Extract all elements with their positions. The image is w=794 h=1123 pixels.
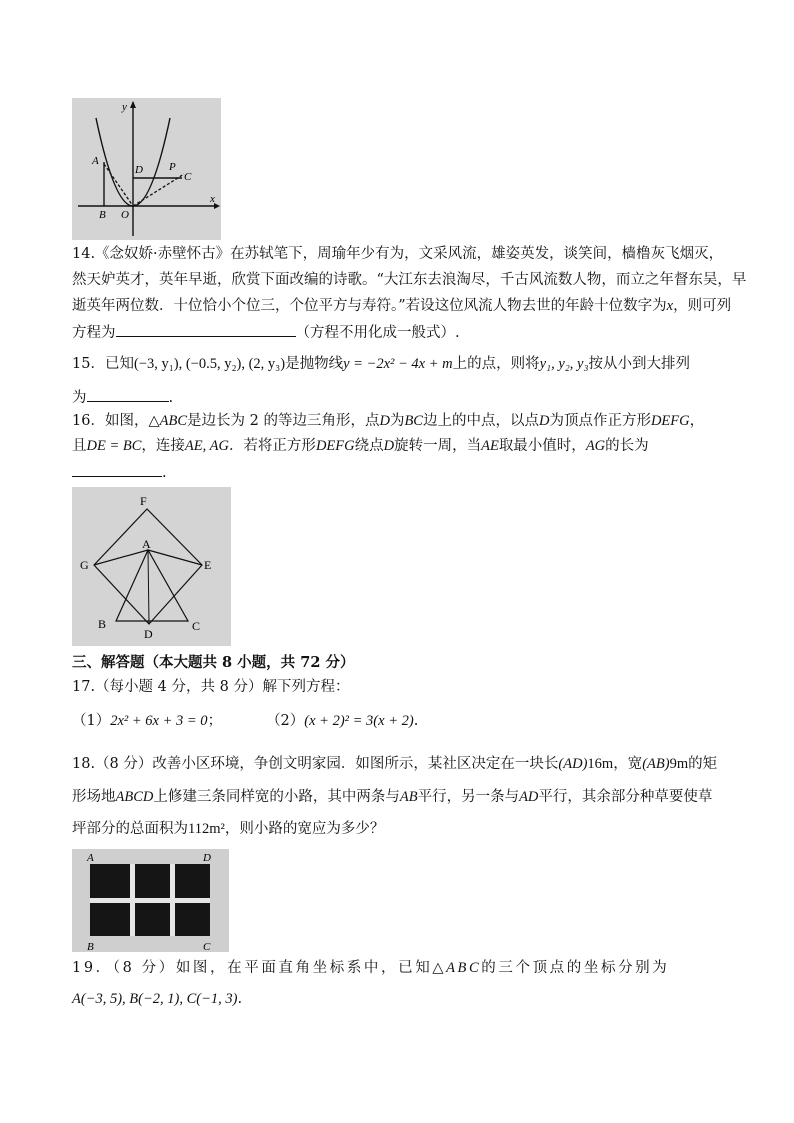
label-B: B: [87, 941, 94, 952]
label-C: C: [192, 619, 201, 633]
label-D: D: [135, 164, 143, 176]
q18-line3: 坪部分的总面积为112m²，则小路的宽应为多少？: [72, 821, 385, 837]
label-D: D: [144, 627, 153, 641]
q14-line2: 然天妒英才，英年早逝，欣赏下面改编的诗歌。“大江东去浪淘尽，千古风流数人物，而立之年督东吴，早: [72, 272, 747, 288]
label-P: P: [169, 161, 176, 173]
q15-line1: 15．已知(−3, y₁), (−0.5, y₂), (2, y₃)是抛物线y = −2x² − 4x + m上的点，则将y₁, y₂, y₃按从小到大排列: [72, 356, 691, 372]
label-E: E: [204, 558, 212, 572]
label-G: G: [80, 558, 89, 572]
q18-line1: 18.（8 分）改善小区环境，争创文明家园．如图所示，某社区决定在一块长(AD)16m，宽(AB)9m的矩: [72, 756, 718, 772]
answer-blank-15[interactable]: [87, 387, 169, 402]
q19-line2: A(−3, 5), B(−2, 1), C(−1, 3).: [72, 991, 243, 1007]
figure-field-paths: [72, 849, 229, 952]
q16-line1: 16．如图，△ABC是边长为 2 的等边三角形，点D为BC边上的中点，以点D为顶点作正方形DEFG，: [72, 413, 705, 429]
label-D: D: [203, 852, 211, 864]
q14-line1: 14.《念奴娇·赤壁怀古》在苏轼笔下，周瑜年少有为，文采风流，雄姿英发，谈笑间，樯橹灰飞烟灭，: [72, 246, 724, 262]
label-A: A: [87, 852, 94, 864]
q18-line2: 形场地ABCD上修建三条同样宽的小路，其中两条与AB平行，另一条与AD平行，其余部分种草要使草: [72, 789, 713, 805]
q17-title: 17.（每小题 4 分，共 8 分）解下列方程：: [72, 679, 350, 695]
label-y: y: [122, 101, 127, 113]
label-A: A: [92, 155, 99, 167]
label-B: B: [99, 209, 106, 221]
answer-blank-14[interactable]: [116, 322, 296, 337]
label-x: x: [210, 193, 215, 205]
q14-line4: 方程为 （方程不用化成一般式）.: [72, 322, 460, 342]
label-A: A: [142, 537, 151, 551]
q16-line2: 且DE = BC，连接AE, AG．若将正方形DEFG绕点D旋转一周，当AE取最小值时，AG的长为: [72, 438, 649, 454]
answer-blank-16[interactable]: [72, 462, 162, 477]
q14-line3: 逝英年两位数．十位恰小个位三，个位平方与寿符。”若设这位风流人物去世的年龄十位数字为x，则可列: [72, 298, 732, 314]
section-header: 三、解答题（本大题共 8 小题，共 72 分）: [72, 654, 355, 671]
label-C: C: [184, 171, 192, 183]
q17-parts: （1）2x² + 6x + 3 = 0； （2）(x + 2)² = 3(x + 2).: [72, 713, 419, 729]
q16-line3: .: [72, 462, 167, 482]
label-O: O: [121, 209, 129, 221]
label-B: B: [98, 617, 107, 631]
figure-square-triangle: [72, 487, 231, 646]
label-F: F: [140, 494, 147, 508]
figure-parabola: [72, 98, 221, 240]
triangle-ABC: [116, 550, 188, 621]
label-C: C: [203, 941, 211, 952]
q15-line2: 为 .: [72, 387, 173, 407]
q19-line1: 19．（8 分）如图，在平面直角坐标系中，已知△ABC的三个顶点的坐标分别为: [72, 960, 670, 976]
